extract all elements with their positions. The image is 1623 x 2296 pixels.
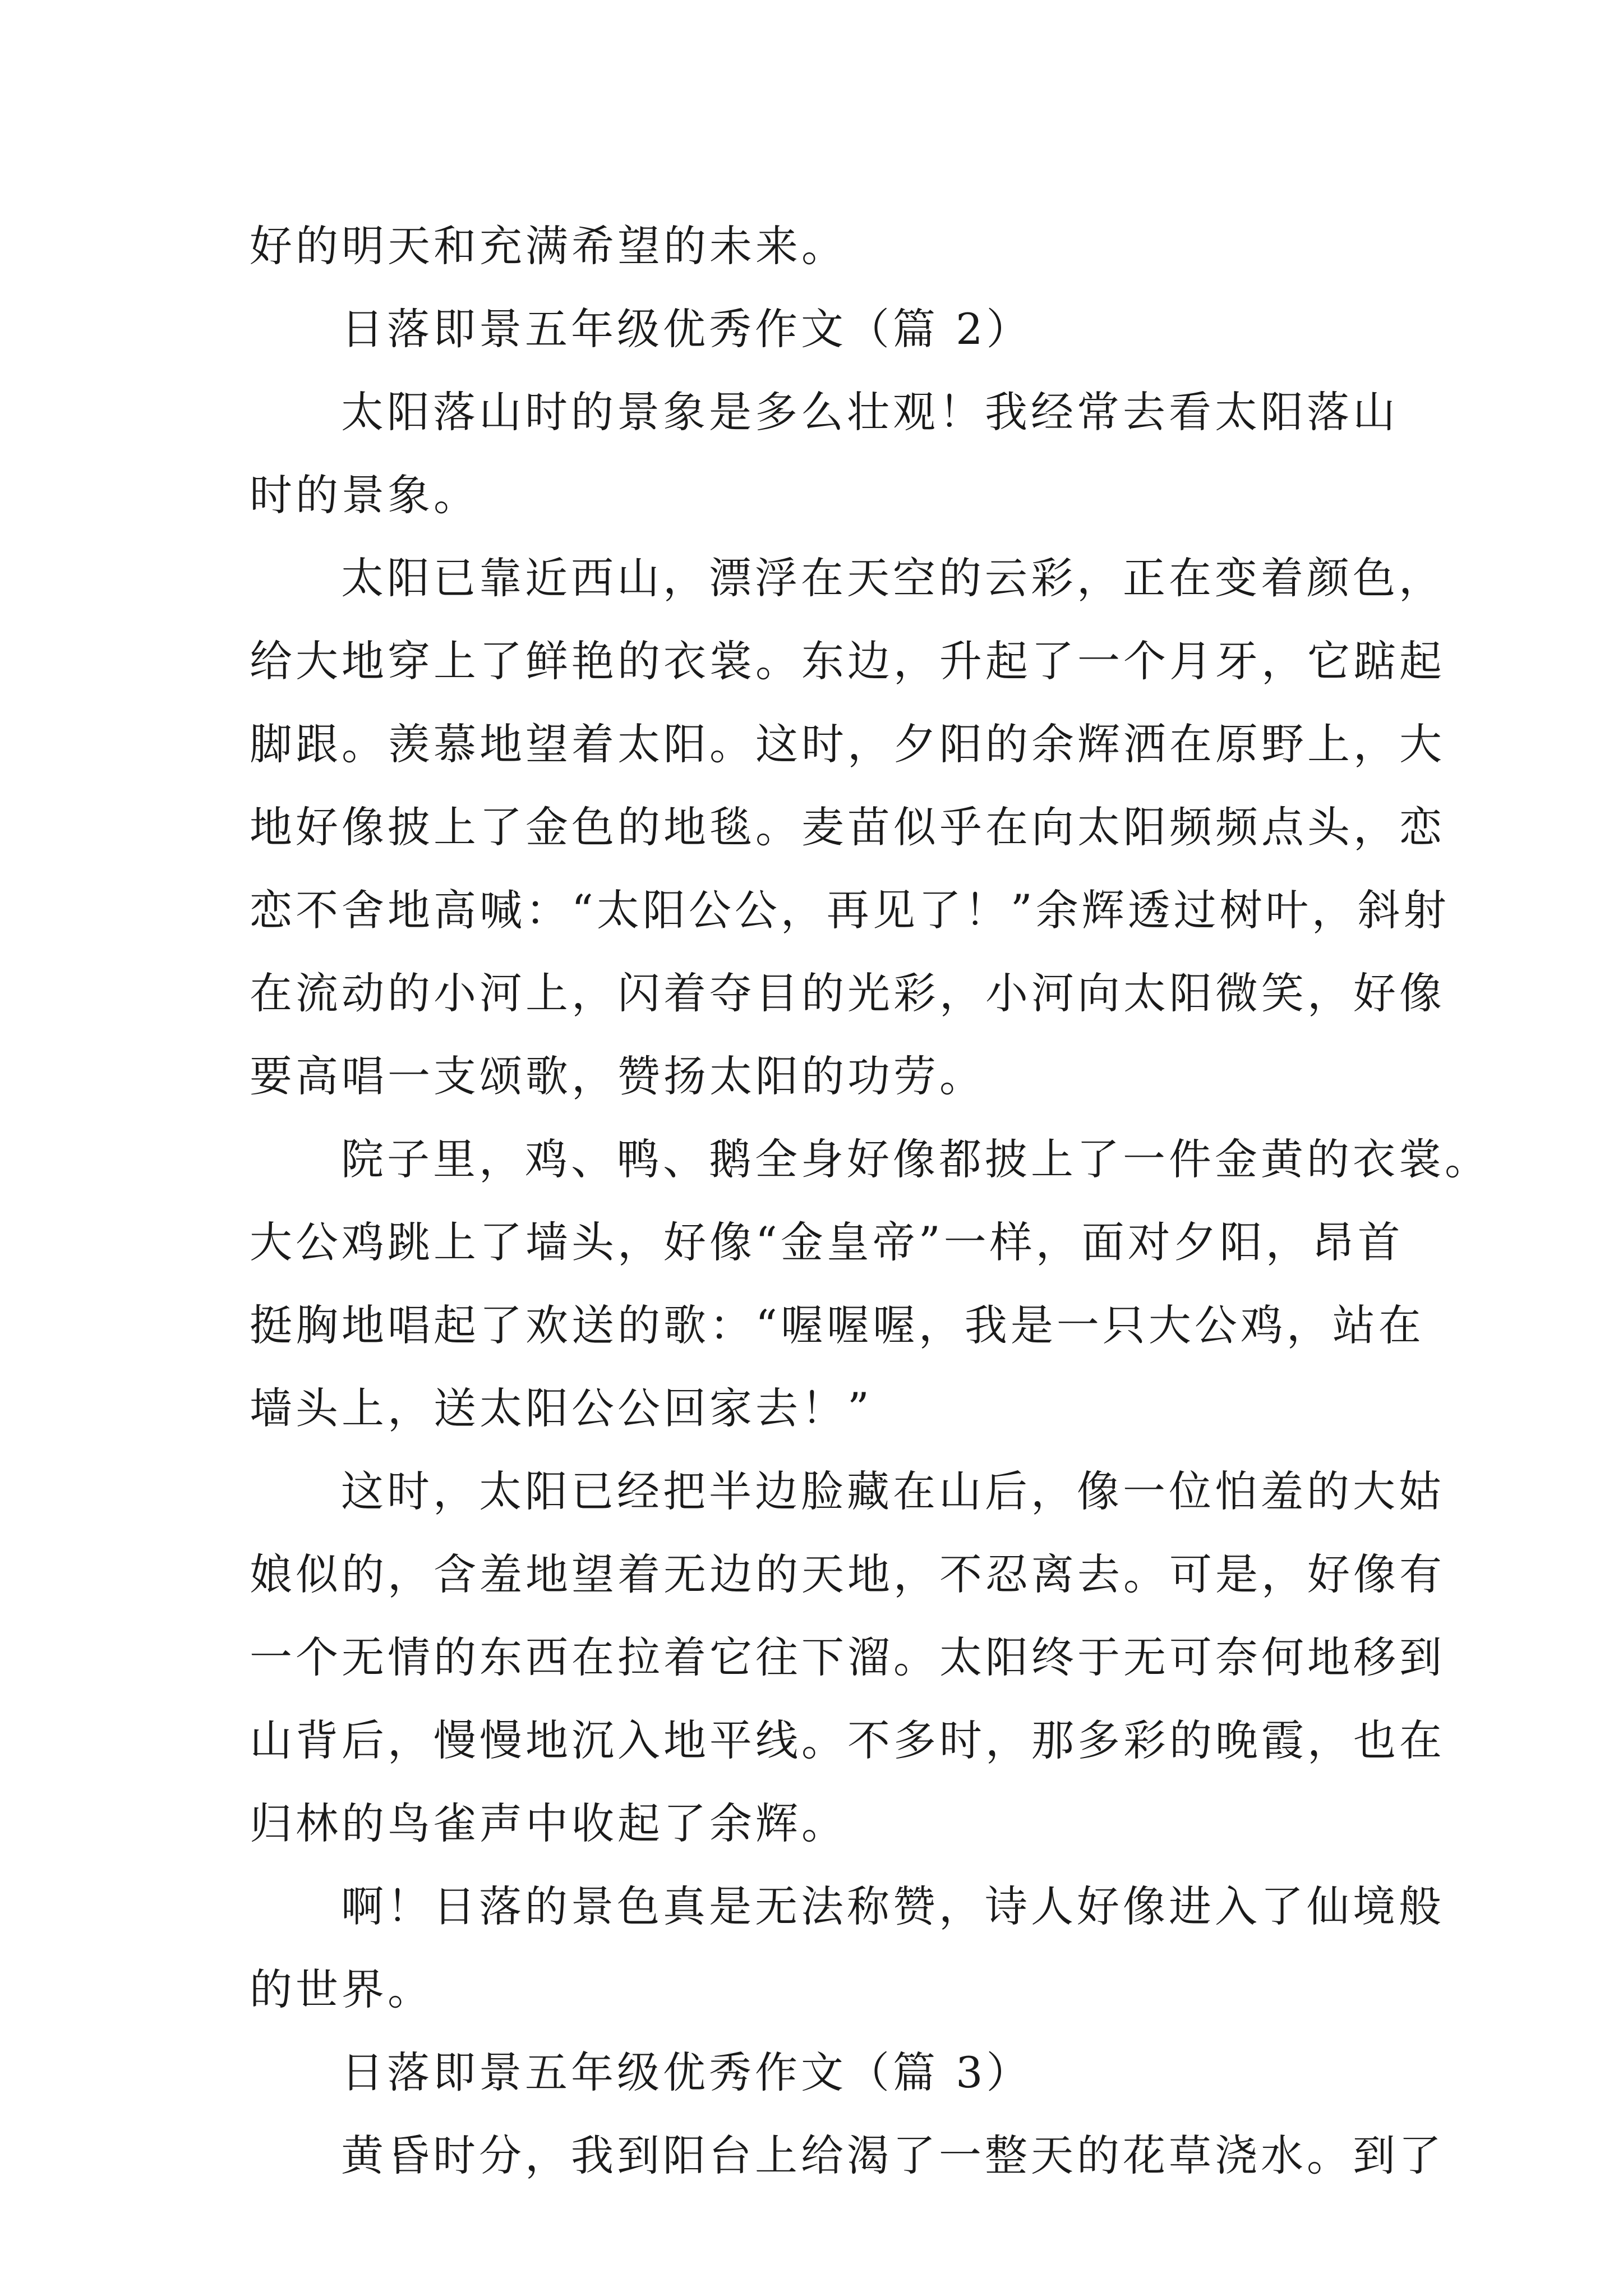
text-line: 这时，太阳已经把半边脸藏在山后，像一位怕羞的大姑 [341,1466,1445,1516]
section-heading: 日落即景五年级优秀作文（篇 2） [341,304,1032,354]
text-line: 在流动的小河上，闪着夺目的光彩，小河向太阳微笑，好像 [250,968,1445,1018]
text-line: 的世界。 [250,1964,434,2014]
text-line: 太阳已靠近西山，漂浮在天空的云彩，正在变着颜色， [341,553,1445,603]
text-line: 时的景象。 [250,470,479,520]
text-line: 院子里，鸡、鸭、鹅全身好像都披上了一件金黄的衣裳。 [341,1134,1491,1184]
text-line: 挺胸地唱起了欢送的歌：“喔喔喔，我是一只大公鸡，站在 [250,1300,1424,1350]
text-line: 要高唱一支颂歌，赞扬太阳的功劳。 [250,1051,985,1101]
text-line: 山背后，慢慢地沉入地平线。不多时，那多彩的晚霞，也在 [250,1715,1445,1765]
text-line: 地好像披上了金色的地毯。麦苗似乎在向太阳频频点头，恋 [250,802,1445,852]
document-body [250,205,1491,2197]
text-line: 墙头上，送太阳公公回家去！” [250,1383,873,1433]
text-line: 太阳落山时的景象是多么壮观！我经常去看太阳落山 [341,387,1399,437]
text-line: 恋不舍地高喊：“太阳公公，再见了！”余辉透过树叶，斜射 [250,885,1450,935]
text-line: 一个无情的东西在拉着它往下溜。太阳终于无可奈何地移到 [250,1632,1445,1682]
text-line: 黄昏时分，我到阳台上给渴了一整天的花草浇水。到了 [341,2131,1445,2180]
text-line: 归林的鸟雀声中收起了余辉。 [250,1798,847,1848]
text-line: 脚跟。羡慕地望着太阳。这时，夕阳的余辉洒在原野上，大 [250,719,1445,769]
text-line: 大公鸡跳上了墙头，好像“金皇帝”一样，面对夕阳，昂首 [250,1217,1404,1267]
text-line: 给大地穿上了鲜艳的衣裳。东边，升起了一个月牙，它踮起 [250,636,1445,686]
section-heading: 日落即景五年级优秀作文（篇 3） [341,2047,1032,2097]
text-line: 娘似的，含羞地望着无边的天地，不忍离去。可是，好像有 [250,1549,1445,1599]
text-line: 好的明天和充满希望的未来。 [250,221,847,271]
text-line: 啊！日落的景色真是无法称赞，诗人好像进入了仙境般 [341,1881,1445,1931]
